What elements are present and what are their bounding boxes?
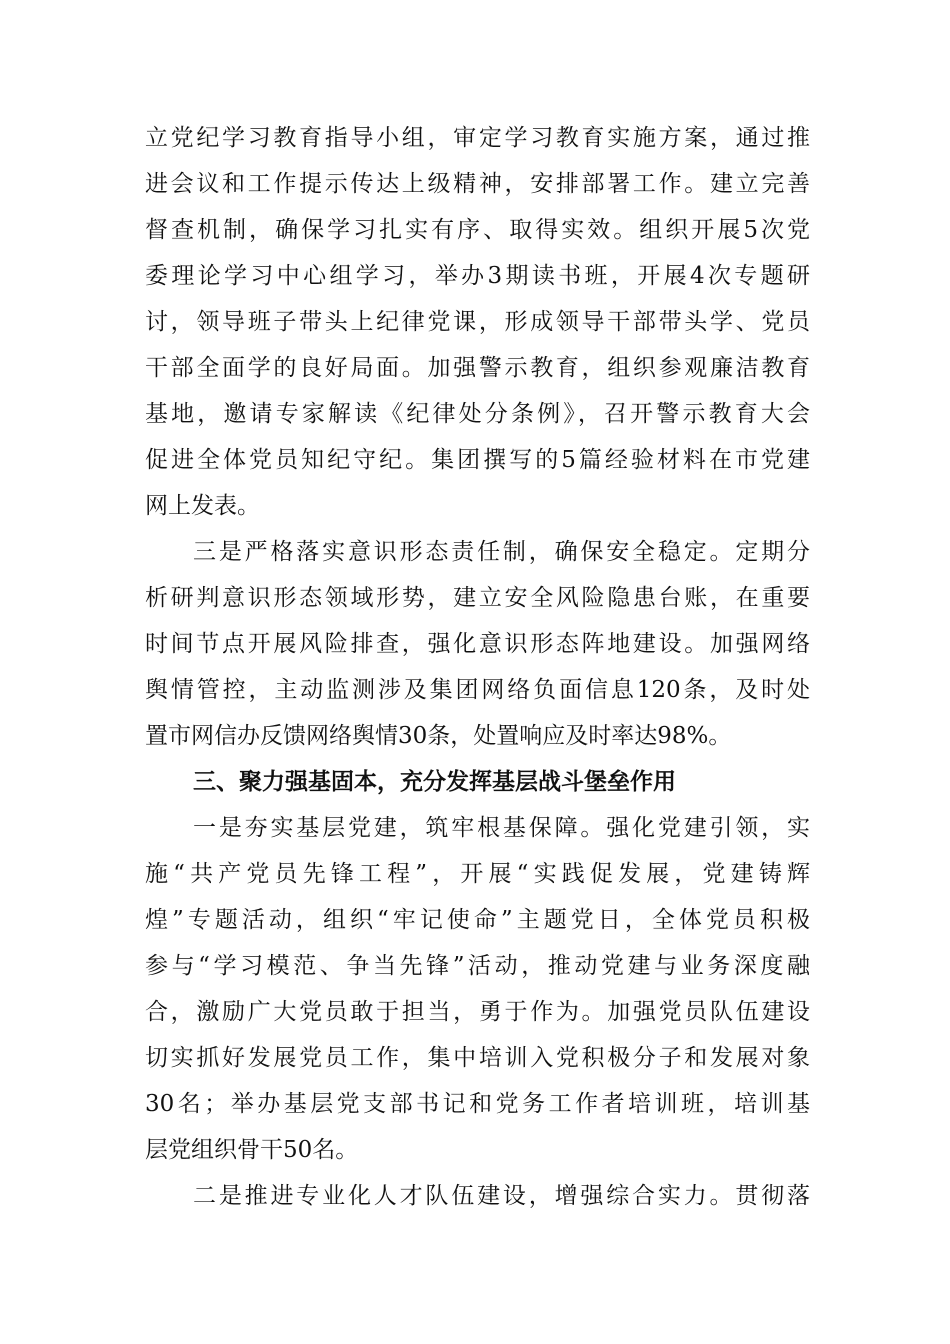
text-line: 合，激励广大党员敢于担当，勇于作为。加强党员队伍建设	[145, 999, 810, 1025]
text-line: 时间节点开展风险排查，强化意识形态阵地建设。加强网络	[145, 631, 810, 657]
text-line: 舆情管控，主动监测涉及集团网络负面信息120条，及时处	[145, 677, 810, 703]
text-line: 析研判意识形态领域形势，建立安全风险隐患台账，在重要	[145, 585, 810, 611]
text-line: 网上发表。	[145, 493, 260, 519]
text-line: 30名；举办基层党支部书记和党务工作者培训班，培训基	[145, 1091, 810, 1117]
text-line: 督查机制，确保学习扎实有序、取得实效。组织开展5次党	[145, 217, 810, 243]
text-line: 讨，领导班子带头上纪律党课，形成领导干部带头学、党员	[145, 309, 810, 335]
paragraph-first-line: 三是严格落实意识形态责任制，确保安全稳定。定期分	[193, 539, 810, 565]
text-line: 进会议和工作提示传达上级精神，安排部署工作。建立完善	[145, 171, 810, 197]
text-line: 煌”专题活动，组织“牢记使命”主题党日，全体党员积极	[145, 907, 810, 933]
text-line: 参与“学习模范、争当先锋”活动，推动党建与业务深度融	[145, 953, 810, 979]
text-line: 委理论学习中心组学习，举办3期读书班，开展4次专题研	[145, 263, 810, 289]
text-line: 置市网信办反馈网络舆情30条，处置响应及时率达98%。	[145, 723, 732, 749]
text-line: 促进全体党员知纪守纪。集团撰写的5篇经验材料在市党建	[145, 447, 810, 473]
text-line: 干部全面学的良好局面。加强警示教育，组织参观廉洁教育	[145, 355, 810, 381]
paragraph-first-line: 二是推进专业化人才队伍建设，增强综合实力。贯彻落	[193, 1183, 810, 1209]
text-line: 施“共产党员先锋工程”，开展“实践促发展，党建铸辉	[145, 861, 810, 887]
text-line: 层党组织骨干50名。	[145, 1137, 359, 1163]
text-line: 立党纪学习教育指导小组，审定学习教育实施方案，通过推	[145, 125, 810, 151]
paragraph-first-line: 一是夯实基层党建，筑牢根基保障。强化党建引领，实	[193, 815, 810, 841]
section-heading: 三、聚力强基固本，充分发挥基层战斗堡垒作用	[193, 769, 676, 795]
text-line: 基地，邀请专家解读《纪律处分条例》，召开警示教育大会	[145, 401, 810, 427]
text-line: 切实抓好发展党员工作，集中培训入党积极分子和发展对象	[145, 1045, 810, 1071]
